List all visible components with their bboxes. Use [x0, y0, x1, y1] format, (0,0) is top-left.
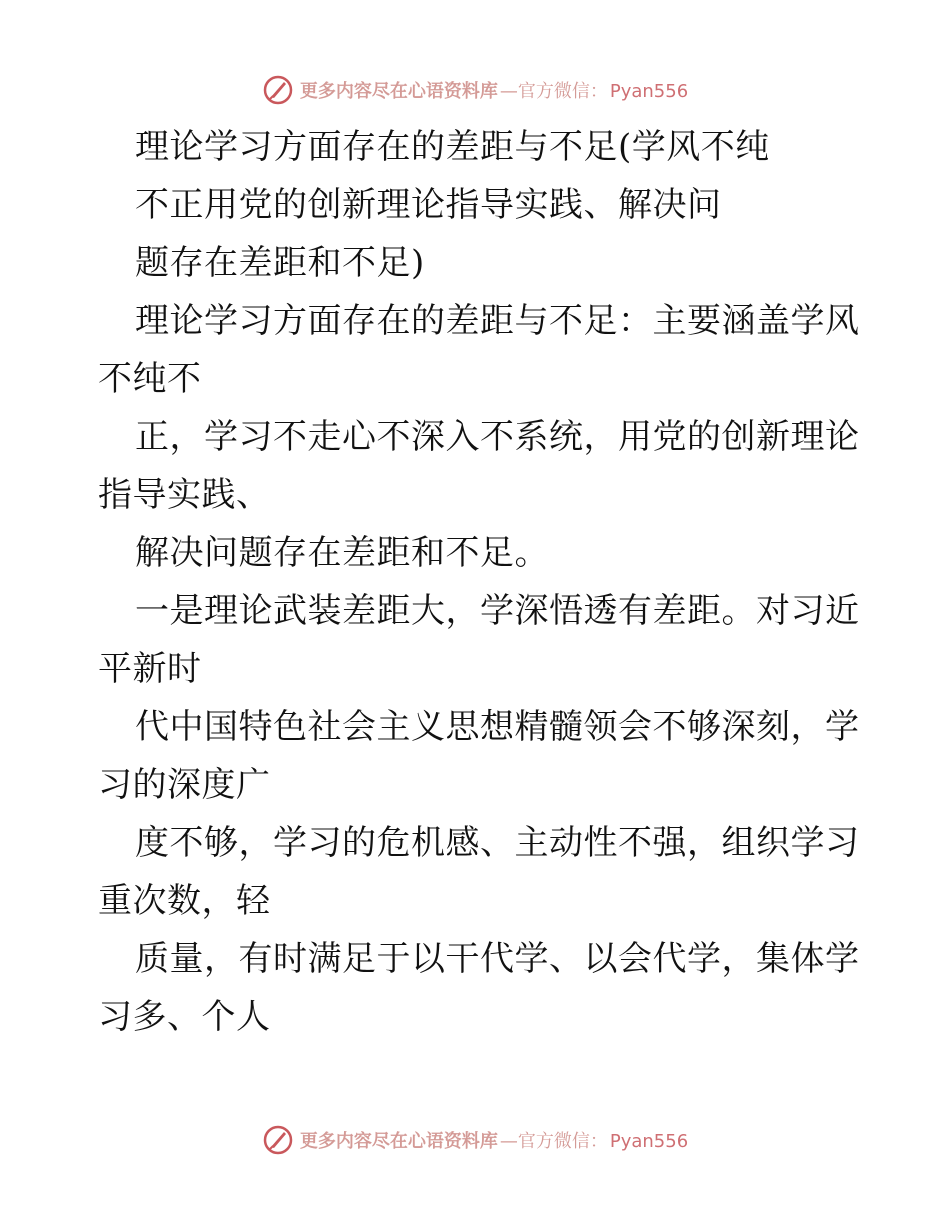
watermark-wechat-handle: Pyan556	[609, 81, 689, 102]
watermark-site-text: 更多内容尽在心语资料库	[299, 81, 498, 102]
paragraph-line: 理论学习方面存在的差距与不足(学风不纯	[135, 127, 770, 167]
watermark-wechat-label: —官方微信：	[499, 1131, 608, 1152]
header-watermark	[0, 70, 950, 110]
watermark-wechat-label: —官方微信：	[499, 81, 608, 102]
paragraph-line: 题存在差距和不足)	[135, 243, 425, 283]
paragraph-line: 习多、个人	[98, 997, 271, 1037]
paragraph-line: 一是理论武装差距大，学深悟透有差距。对习近	[135, 591, 860, 631]
paragraph-line: 重次数，轻	[98, 881, 271, 921]
paragraph-line: 度不够，学习的危机感、主动性不强，组织学习	[135, 823, 860, 863]
paragraph-line: 解决问题存在差距和不足。	[135, 533, 549, 573]
paragraph-line: 平新时	[98, 649, 202, 689]
paragraph-line: 不纯不	[98, 359, 202, 399]
feather-pen-icon	[262, 74, 294, 106]
paragraph-line: 理论学习方面存在的差距与不足：主要涵盖学风	[135, 301, 860, 341]
paragraph-line: 质量，有时满足于以干代学、以会代学，集体学	[135, 939, 860, 979]
paragraph-line: 习的深度广	[98, 765, 271, 805]
footer-watermark	[0, 1120, 950, 1160]
watermark-site-text: 更多内容尽在心语资料库	[299, 1131, 498, 1152]
watermark-wechat-handle: Pyan556	[609, 1131, 689, 1152]
paragraph-line: 代中国特色社会主义思想精髓领会不够深刻，学	[135, 707, 860, 747]
paragraph-line: 指导实践、	[98, 475, 271, 515]
paragraph-line: 不正用党的创新理论指导实践、解决问	[135, 185, 722, 225]
paragraph-line: 正，学习不走心不深入不系统，用党的创新理论	[135, 417, 860, 457]
feather-pen-icon	[262, 1124, 294, 1156]
